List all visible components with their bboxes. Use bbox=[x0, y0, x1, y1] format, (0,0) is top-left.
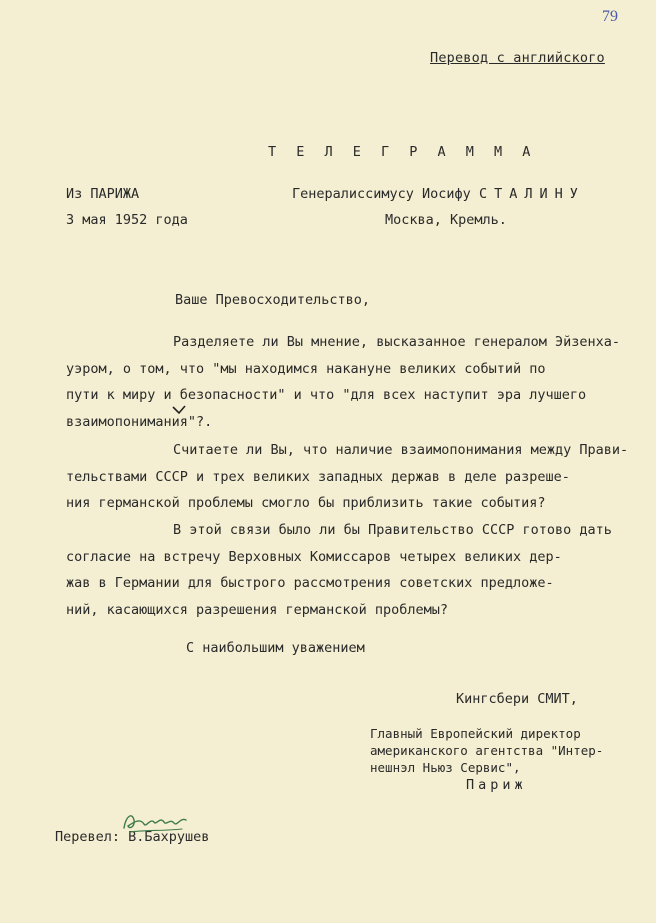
sender-city: Из ПАРИЖА bbox=[66, 186, 140, 202]
signer-title-line: Главный Европейский директор bbox=[370, 726, 581, 741]
paragraph-line: ния германской проблемы смогло бы приблизить такие события? bbox=[66, 495, 546, 511]
paragraph-line: жав в Германии для быстрого рассмотрения советских предложе- bbox=[66, 575, 554, 591]
paragraph-3 bbox=[66, 517, 612, 623]
paragraph-line: уэром, о том, что "мы находимся накануне великих событий по bbox=[66, 360, 546, 377]
handwritten-signature bbox=[120, 808, 190, 836]
signer-name: Кингсбери СМИТ, bbox=[456, 691, 578, 707]
paragraph-line: Считаете ли Вы, что наличие взаимопонимания между Прави- bbox=[173, 442, 629, 458]
signer-title bbox=[370, 725, 603, 776]
page-number: 79 bbox=[602, 8, 618, 25]
paragraph-1 bbox=[66, 329, 620, 435]
signer-title-line: американского агентства "Интер- bbox=[370, 743, 604, 758]
paragraph-line: В этой связи было ли бы Правительство СССР готово дать bbox=[173, 522, 612, 538]
addressee-surname: СТАЛИНУ bbox=[478, 186, 585, 202]
paragraph-line: взаимопонимания"?. bbox=[66, 413, 213, 430]
addressee-prefix: Генералиссимусу Иосифу bbox=[292, 186, 479, 202]
closing: С наибольшим уважением bbox=[186, 640, 365, 656]
paragraph-line: Разделяете ли Вы мнение, высказанное генералом Эйзенха- bbox=[173, 334, 621, 350]
paragraph-2 bbox=[66, 437, 628, 517]
addressee bbox=[292, 186, 585, 202]
paragraph-line: тельствами СССР и трех великих западных держав в деле разреше- bbox=[66, 468, 570, 485]
telegram-date: 3 мая 1952 года bbox=[66, 212, 188, 228]
document-title: Т Е Л Е Г Р А М М А bbox=[268, 144, 537, 160]
greeting: Ваше Превосходительство, bbox=[175, 292, 371, 308]
pencil-check-mark-icon bbox=[172, 405, 186, 415]
signer-title-line: нешнэл Ньюз Сервис", bbox=[370, 760, 521, 775]
translator-line: Перевел: В.Бахрушев bbox=[55, 829, 210, 845]
paragraph-line: ний, касающихся разрешения германской проблемы? bbox=[66, 601, 449, 618]
signer-city: Париж bbox=[466, 777, 527, 793]
translation-note: Перевод с английского bbox=[430, 50, 605, 66]
paragraph-line: согласие на встречу Верховных Комиссаров четырех великих дер- bbox=[66, 548, 562, 565]
address: Москва, Кремль. bbox=[385, 212, 507, 228]
paragraph-line: пути к миру и безопасности" и что "для всех наступит эра лучшего bbox=[66, 387, 587, 403]
